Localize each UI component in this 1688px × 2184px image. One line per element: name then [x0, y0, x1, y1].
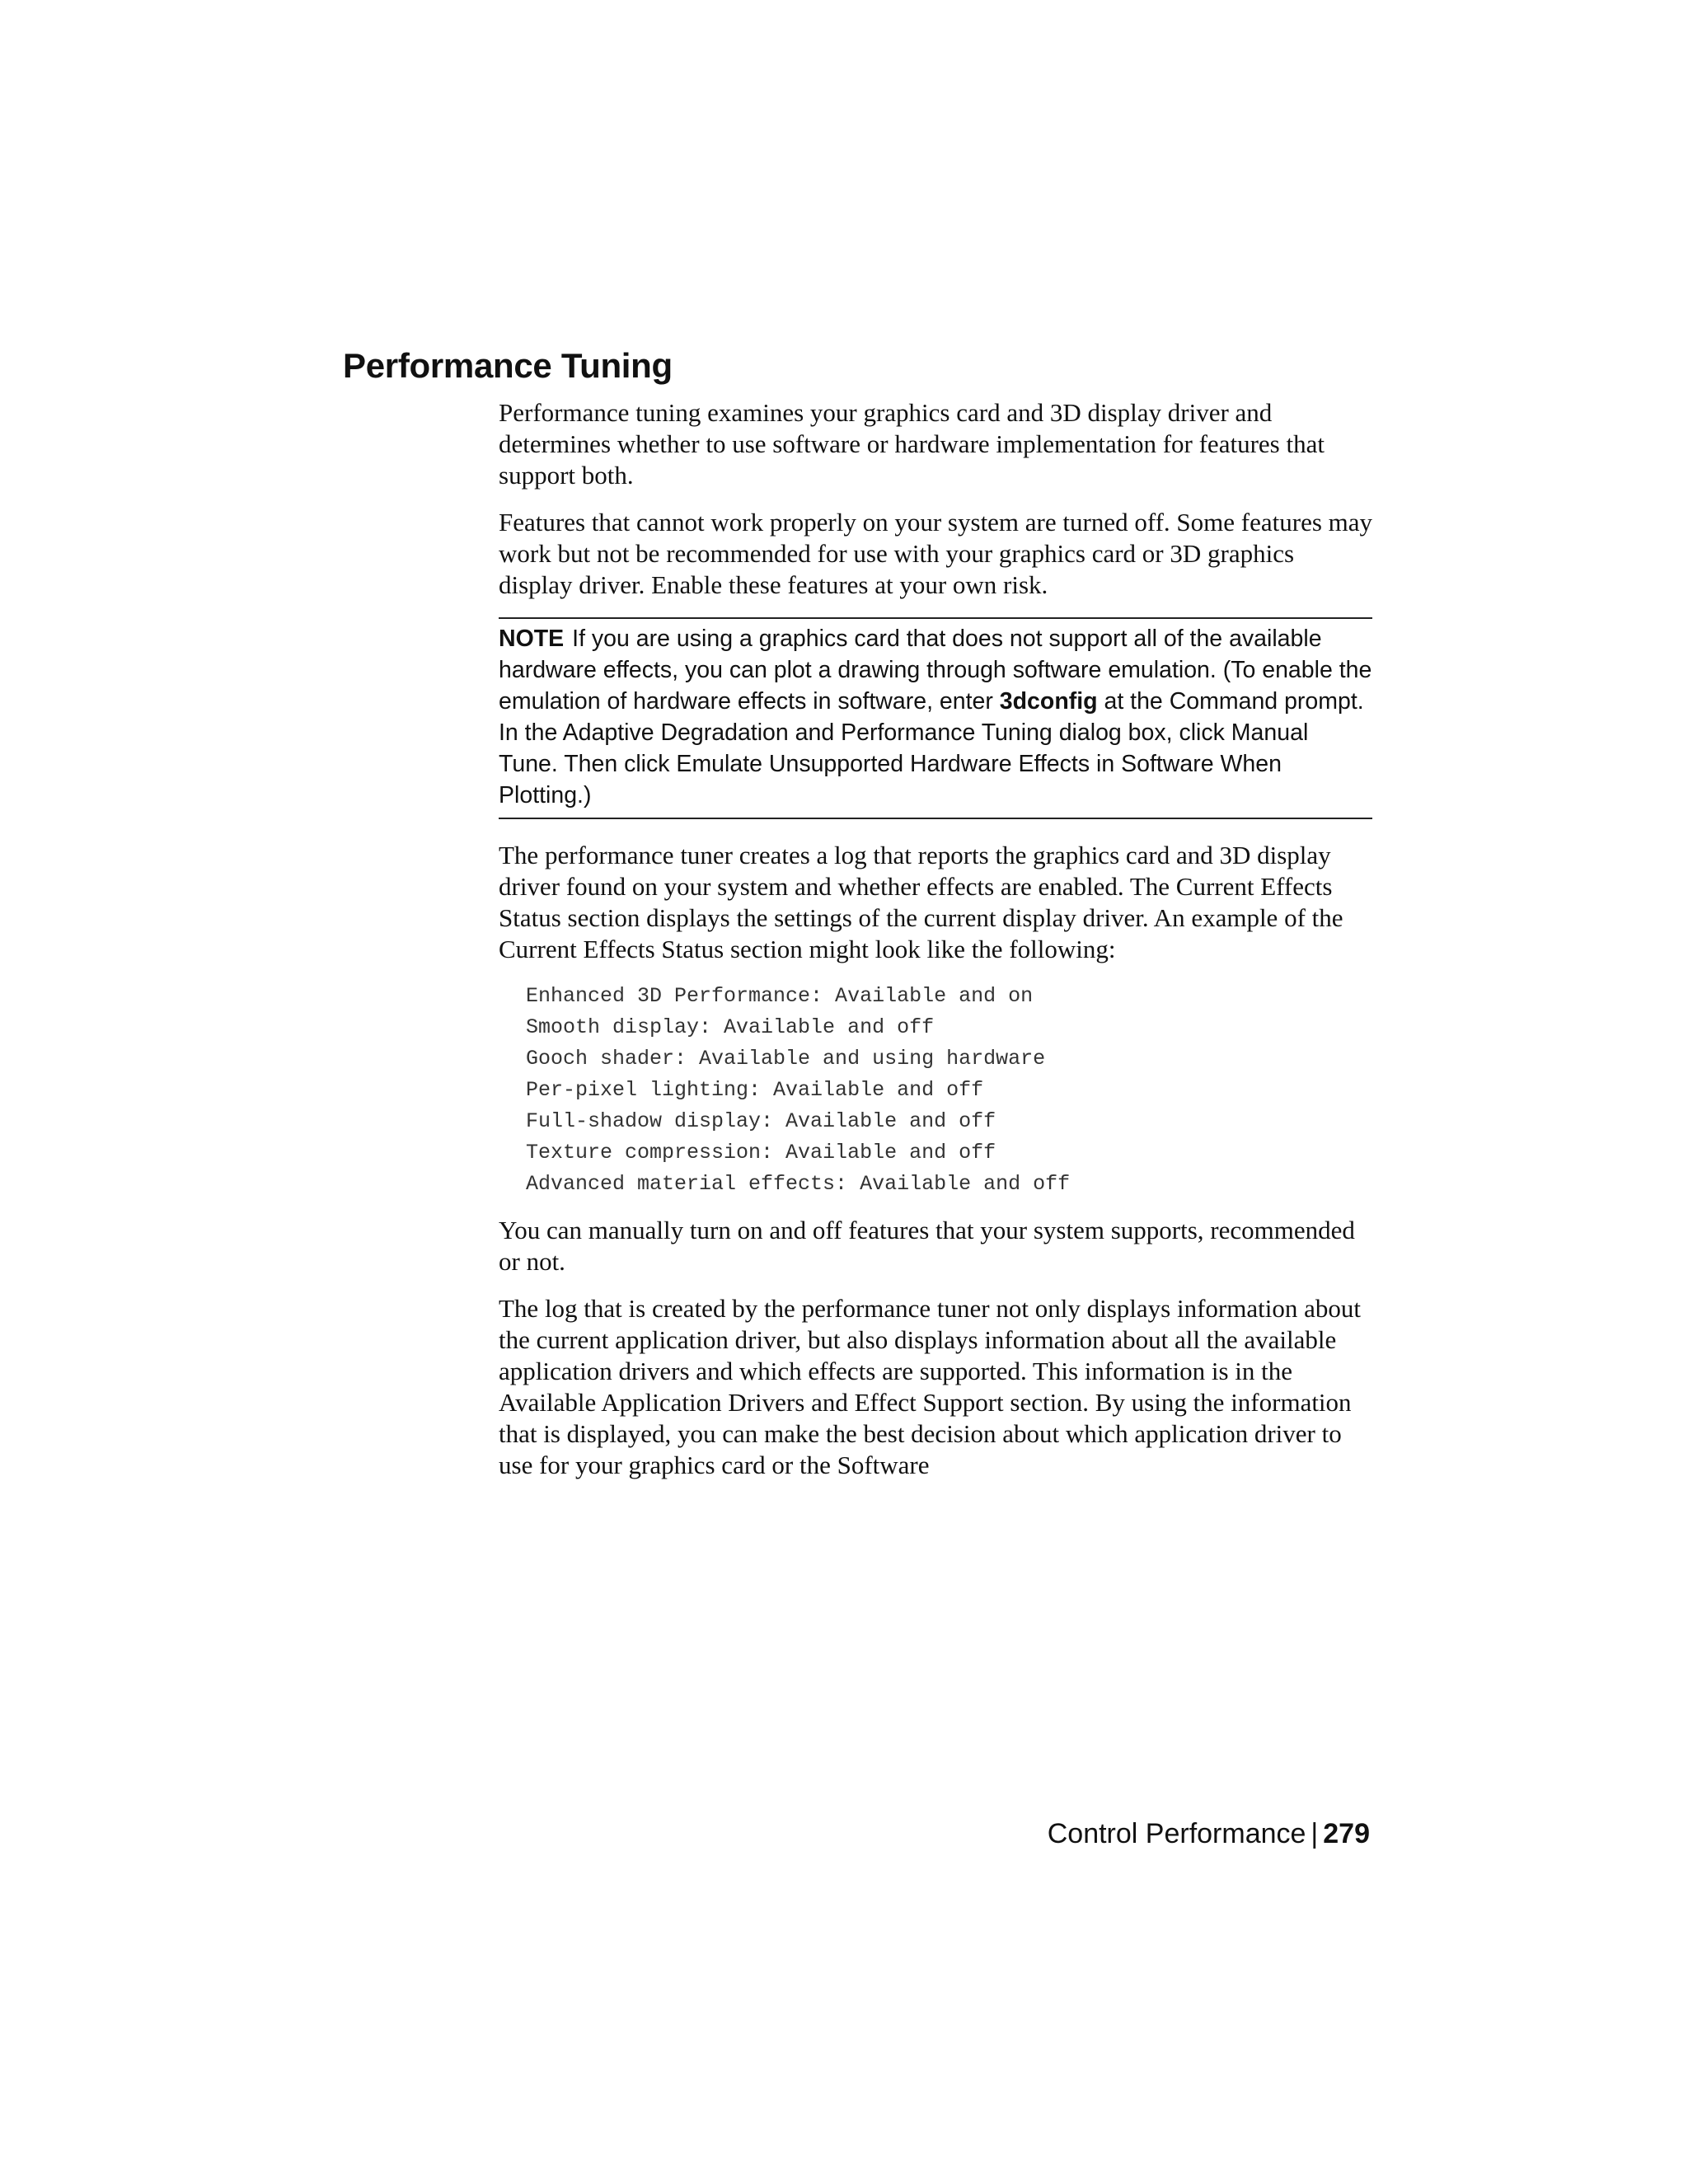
code-line: Advanced material effects: Available and off: [526, 1172, 1071, 1196]
code-block: [526, 981, 1372, 1200]
paragraph-intro: Performance tuning examines your graphics card and 3D display driver and determines whether to use software or hardware implementation for features that support both.: [499, 398, 1325, 490]
code-line: Per-pixel lighting: Available and off: [526, 1078, 984, 1102]
code-line: Smooth display: Available and off: [526, 1015, 935, 1039]
section-title: Performance Tuning: [343, 346, 673, 385]
code-line: Enhanced 3D Performance: Available and on: [526, 984, 1034, 1008]
note-box: [499, 617, 1372, 819]
note-text-before: If you are using a graphics card that does not support all of the available hardware effects, you can plot a drawing through software emulation. (To enable the emulation of hardware effects in software, enter: [499, 626, 1372, 715]
paragraph-log-info: The log that is created by the performance tuner not only displays information about the current application driver, but also displays information about all the available application drivers and which effects are supported. This information is in the Available Application Drivers and Effect Support section. By using the information that is displayed, you can make the best decision about which application driver to use for your graphics card or the Software: [499, 1294, 1361, 1479]
paragraph-tuner-log: The performance tuner creates a log that reports the graphics card and 3D display driver found on your system and whether effects are enabled. The Current Effects Status section displays the settings of the current display driver. An example of the Current Effects Status section might look like the following:: [499, 841, 1343, 963]
note-text-after: at the Command prompt. In the Adaptive Degradation and Performance Tuning dialog box, click Manual Tune. Then click Emulate Unsupported Hardware Effects in Software When Plotting.): [499, 688, 1364, 808]
footer-chapter: Control Performance: [1047, 1818, 1306, 1849]
footer-separator: |: [1311, 1818, 1319, 1849]
note-label: NOTE: [499, 626, 565, 652]
code-line: Texture compression: Available and off: [526, 1141, 996, 1165]
code-line: Full-shadow display: Available and off: [526, 1109, 996, 1133]
paragraph-features: Features that cannot work properly on your system are turned off. Some features may work but not be recommended for use with your graphics card or 3D graphics display driver. Enable these features at your own risk.: [499, 508, 1373, 599]
code-line: Gooch shader: Available and using hardware: [526, 1047, 1046, 1071]
note-command: 3dconfig: [999, 688, 1098, 715]
page-footer: [1048, 1816, 1370, 1852]
body-column: [499, 397, 1372, 1497]
page-number: 279: [1323, 1818, 1370, 1849]
paragraph-manual: You can manually turn on and off features that your system supports, recommended or not.: [499, 1216, 1355, 1276]
